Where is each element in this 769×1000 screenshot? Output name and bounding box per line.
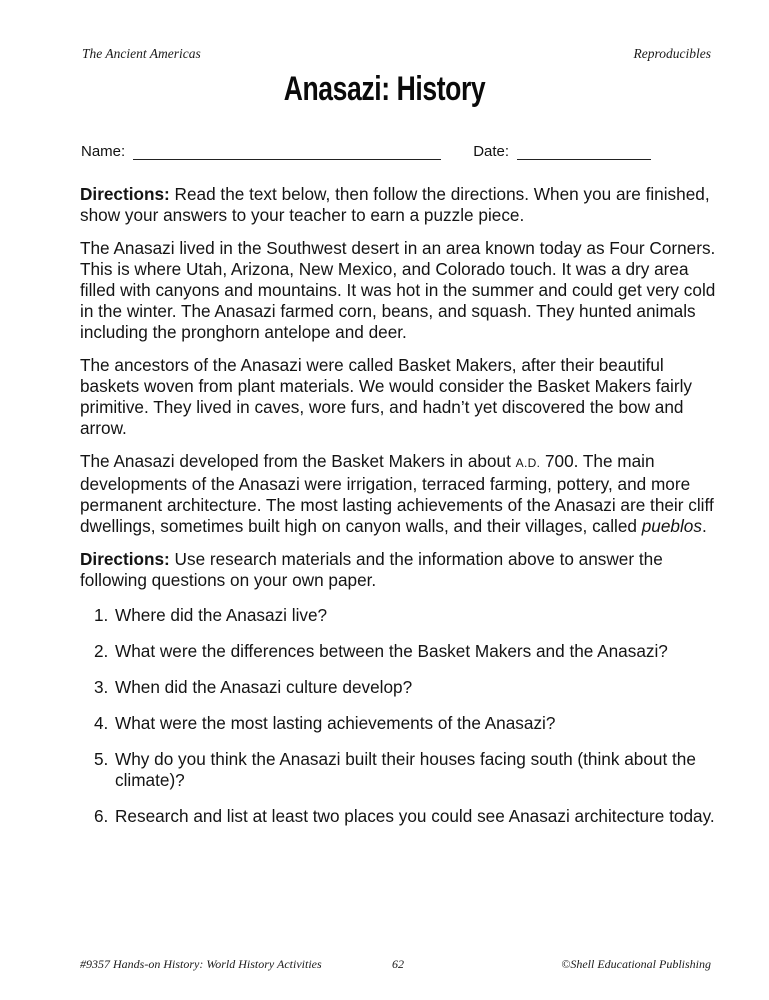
paragraph-development-text-c: . <box>701 516 707 536</box>
directions-label: Directions: <box>80 184 170 204</box>
name-field[interactable] <box>133 145 441 160</box>
question-text: Where did the Anasazi live? <box>115 605 328 625</box>
running-header-left: The Ancient Americas <box>82 46 201 61</box>
paragraph-basket-makers: The ancestors of the Anasazi were called Basket Makers, after their beautiful baskets woven from plant materials. We would consider the Basket Makers fairly primitive. They lived in caves, wore furs, and hadn’t yet discovered the bow and arrow. <box>80 355 693 438</box>
footer-publication: #9357 Hands-on History: World History Activities <box>80 957 322 971</box>
question-text: What were the differences between the Basket Makers and the Anasazi? <box>115 641 668 661</box>
question-number: 4. <box>94 713 109 733</box>
directions-intro <box>80 184 720 226</box>
name-date-row <box>81 143 701 160</box>
question-number: 2. <box>94 641 109 661</box>
directions-label: Directions: <box>80 549 170 569</box>
directions-text: Read the text below, then follow the directions. When you are finished, show your answers to your teacher to earn a puzzle piece. <box>80 184 710 225</box>
paragraph-location: The Anasazi lived in the Southwest desert in an area known today as Four Corners. This is where Utah, Arizona, New Mexico, and Colorado touch. It was a dry area filled with canyons and mountains. It was hot in the summer and could get very cold in the winter. The Anasazi farmed corn, beans, and squash. They hunted animals including the pronghorn antelope and deer. <box>80 238 716 342</box>
question-number: 1. <box>94 605 109 625</box>
paragraph-development <box>80 451 720 537</box>
question-text: When did the Anasazi culture develop? <box>115 677 413 697</box>
date-label: Date: <box>473 143 510 160</box>
paragraph-development-text-b: 700. The main developments of the Anasazi were irrigation, terraced farming, pottery, and more permanent architecture. The most lasting achievements of the Anasazi are their cliff dwellings, sometimes built high on canyon walls, and their villages, called <box>80 451 714 536</box>
footer-copyright: ©Shell Educational Publishing <box>561 957 711 971</box>
directions-text: Use research materials and the information above to answer the following questions on your own paper. <box>80 549 663 590</box>
page-number: 62 <box>392 957 404 971</box>
page-title: Anasazi: History <box>283 70 486 108</box>
question-item <box>80 605 720 626</box>
pueblos-term: pueblos <box>641 516 702 536</box>
worksheet-body <box>80 184 720 842</box>
question-number: 3. <box>94 677 109 697</box>
question-number: 5. <box>94 749 109 769</box>
question-text: What were the most lasting achievements of the Anasazi? <box>115 713 556 733</box>
era-abbreviation: A.D. <box>515 456 541 470</box>
question-item <box>80 641 720 662</box>
question-list <box>80 605 720 827</box>
question-item <box>80 806 720 827</box>
paragraph-development-text-a: The Anasazi developed from the Basket Makers in about <box>80 451 516 471</box>
question-item <box>80 713 720 734</box>
directions-questions <box>80 549 720 591</box>
question-item <box>80 677 720 698</box>
question-text: Why do you think the Anasazi built their houses facing south (think about the climate)? <box>115 749 696 790</box>
date-field[interactable] <box>517 145 651 160</box>
question-text: Research and list at least two places you could see Anasazi architecture today. <box>115 806 715 826</box>
name-label: Name: <box>81 143 126 160</box>
question-item <box>80 749 720 791</box>
running-header-right: Reproducibles <box>633 46 711 61</box>
question-number: 6. <box>94 806 109 826</box>
